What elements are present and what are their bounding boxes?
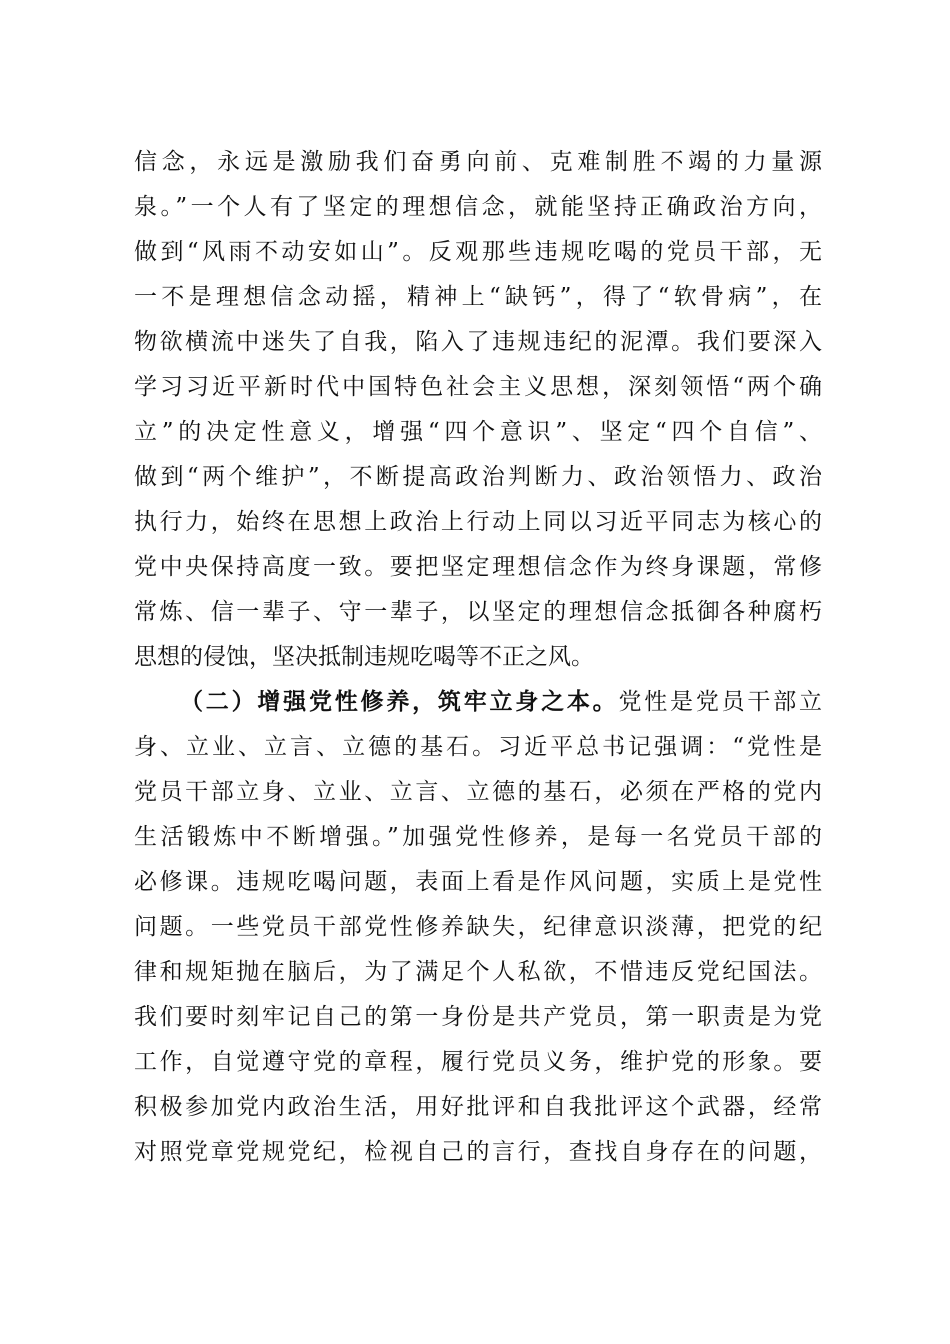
text-line: 我们要时刻牢记自己的第一身份是共产党员，第一职责是为党 — [134, 1004, 822, 1030]
text-line: 立”的决定性意义，增强“四个意识”、坚定“四个自信”、 — [134, 419, 822, 445]
text-line: 一不是理想信念动摇，精神上“缺钙”，得了“软骨病”，在 — [134, 284, 822, 310]
text-line: 学习习近平新时代中国特色社会主义思想，深刻领悟“两个确 — [134, 374, 822, 400]
text-line: 思想的侵蚀，坚决抵制违规吃喝等不正之风。 — [134, 644, 594, 670]
text-line: 党中央保持高度一致。要把坚定理想信念作为终身课题，常修 — [134, 554, 822, 580]
text-line: 做到“风雨不动安如山”。反观那些违规吃喝的党员干部，无 — [134, 239, 822, 265]
text-line: 泉。”一个人有了坚定的理想信念，就能坚持正确政治方向， — [134, 194, 822, 220]
section-heading-rest: 党性是党员干部立 — [618, 689, 822, 715]
text-line: 生活锻炼中不断增强。”加强党性修养，是每一名党员干部的 — [134, 824, 822, 850]
text-line: 物欲横流中迷失了自我，陷入了违规违纪的泥潭。我们要深入 — [134, 329, 822, 355]
text-line: 做到“两个维护”，不断提高政治判断力、政治领悟力、政治 — [134, 464, 822, 490]
text-line: 执行力，始终在思想上政治上行动上同以习近平同志为核心的 — [134, 509, 822, 535]
text-line: 律和规矩抛在脑后，为了满足个人私欲，不惜违反党纪国法。 — [134, 959, 822, 985]
text-line: 问题。一些党员干部党性修养缺失，纪律意识淡薄，把党的纪 — [134, 914, 822, 940]
text-line: 必修课。违规吃喝问题，表面上看是作风问题，实质上是党性 — [134, 869, 822, 895]
text-line: 对照党章党规党纪，检视自己的言行，查找自身存在的问题， — [134, 1139, 822, 1165]
text-line: 党员干部立身、立业、立言、立德的基石，必须在严格的党内 — [134, 779, 822, 805]
text-line: 工作，自觉遵守党的章程，履行党员义务，维护党的形象。要 — [134, 1049, 822, 1075]
text-line: 常炼、信一辈子、守一辈子，以坚定的理想信念抵御各种腐朽 — [134, 599, 822, 625]
text-line: 积极参加党内政治生活，用好批评和自我批评这个武器，经常 — [134, 1094, 822, 1120]
text-line: 身、立业、立言、立德的基石。习近平总书记强调：“党性是 — [134, 734, 822, 760]
text-line: 信念，永远是激励我们奋勇向前、克难制胜不竭的力量源 — [134, 149, 822, 175]
section-heading-line — [180, 682, 822, 722]
section-heading: （二）增强党性修养，筑牢立身之本。 — [180, 689, 619, 715]
